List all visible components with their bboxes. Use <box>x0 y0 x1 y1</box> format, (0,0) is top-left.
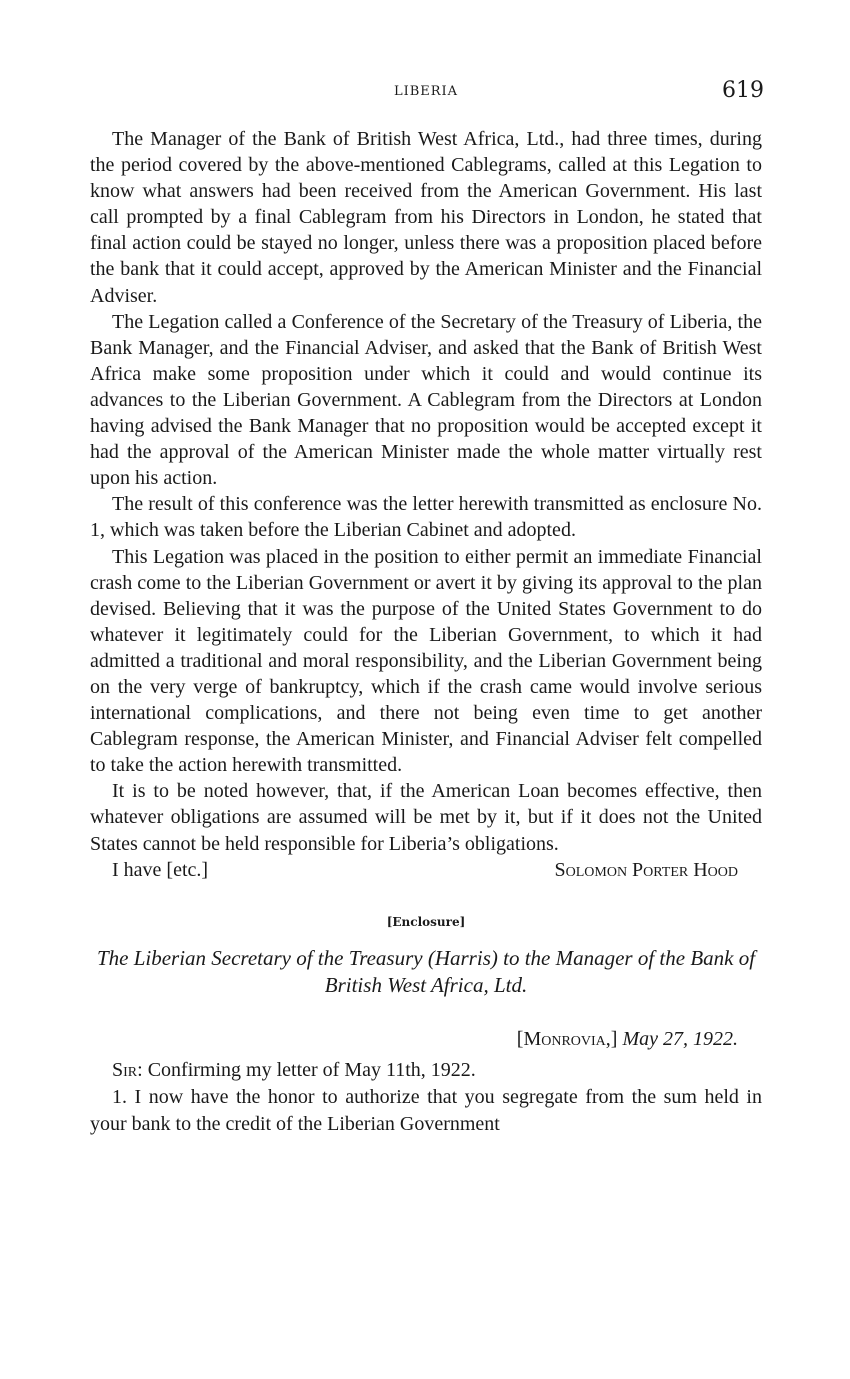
enclosure-title: The Liberian Secretary of the Treasury (Harris) to the Manager of the Bank of British West Africa, Ltd. <box>96 945 756 997</box>
dateline <box>90 1025 762 1053</box>
document-page <box>90 78 762 1138</box>
dateline-place: [Monrovia,] <box>516 1027 618 1050</box>
letter-point-1: 1. I now have the honor to authorize that you segregate from the sum held in your bank to the credit of the Liberian Government <box>90 1085 762 1135</box>
salutation-text: Confirming my letter of May 11th, 1922. <box>147 1058 476 1081</box>
salutation: Sir: <box>112 1058 143 1081</box>
salutation-paragraph <box>90 1057 762 1084</box>
paragraph-bank-manager: The Manager of the Bank of British West Africa, Ltd., had three times, during the period covered by the above-mentioned Cablegrams, called at this Legation to know what answers had been received from the American Government. His last call prompted by a final Cablegram from his Directors in London, he stated that final action could be stayed no longer, unless there was a proposition placed before the bank that it could accept, approved by the American Minister and the Financial Adviser. <box>90 128 762 307</box>
page-number: 619 <box>722 78 764 103</box>
paragraph-legation-position: This Legation was placed in the position to either permit an immediate Financial crash come to the Liberian Government or avert it by giving its approval to the plan devised. Believing that it was the purpose of the United States Government to do whatever it legitimately could for the Liberian Government, to which it had admitted a traditional and moral responsibility, and the Liberian Government being on the very verge of bankruptcy, which if the crash came would involve serious international complications, and there not being even time to get another Cablegram response, the American Minister, and Financial Adviser felt compelled to take the action herewith transmitted. <box>90 545 762 777</box>
dispatch-body <box>90 126 762 883</box>
enclosure-letter-body <box>90 1057 762 1138</box>
signature: Solomon Porter Hood <box>554 858 738 881</box>
closing-text: I have [etc.] <box>112 858 209 881</box>
closing-line <box>90 857 762 883</box>
paragraph-result: The result of this conference was the letter herewith transmitted as enclosure No. 1, which was taken before the Liberian Cabinet and adopted. <box>90 493 762 542</box>
running-title: LIBERIA <box>393 84 459 99</box>
running-head <box>90 78 762 112</box>
enclosure-label: [Enclosure] <box>386 914 466 929</box>
paragraph-american-loan: It is to be noted however, that, if the American Loan becomes effective, then whatever obligations are assumed will be met by it, but if it does not the United States cannot be held responsible for Liberia’s obligations. <box>90 780 762 855</box>
paragraph-conference: The Legation called a Conference of the Secretary of the Treasury of Liberia, the Bank Manager, and the Financial Adviser, and asked that the Bank of British West Africa make some proposition under which it could and would continue its advances to the Liberian Government. A Cablegram from the Directors at London having advised the Bank Manager that no proposition would be accepted except it had the approval of the American Minister made the whole matter virtually rest upon his action. <box>90 310 762 490</box>
dateline-date: May 27, 1922. <box>622 1027 738 1050</box>
